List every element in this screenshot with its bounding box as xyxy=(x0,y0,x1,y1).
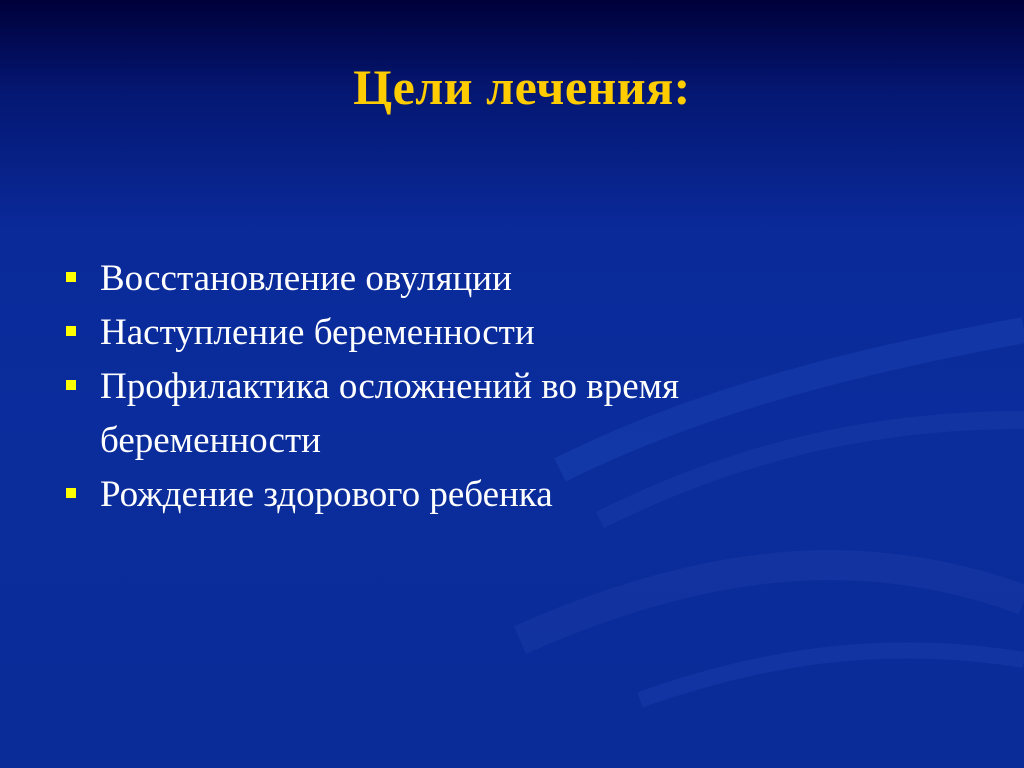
bullet-text: Рождение здорового ребенка xyxy=(100,474,553,515)
bullet-item xyxy=(62,252,862,306)
bullet-square-icon xyxy=(66,488,76,498)
bullet-list xyxy=(62,252,862,522)
bullet-text: Восстановление овуляции xyxy=(100,258,512,299)
slide-title: Цели лечения: xyxy=(353,59,691,115)
bullet-item xyxy=(62,306,862,360)
bullet-square-icon xyxy=(66,272,76,282)
bullet-text: Наступление беременности xyxy=(100,312,535,353)
bullet-item xyxy=(62,360,862,468)
bullet-text: Профилактика осложнений во время беременности xyxy=(100,366,680,461)
bullet-square-icon xyxy=(66,380,76,390)
bullet-item xyxy=(62,468,862,522)
bullet-square-icon xyxy=(66,326,76,336)
